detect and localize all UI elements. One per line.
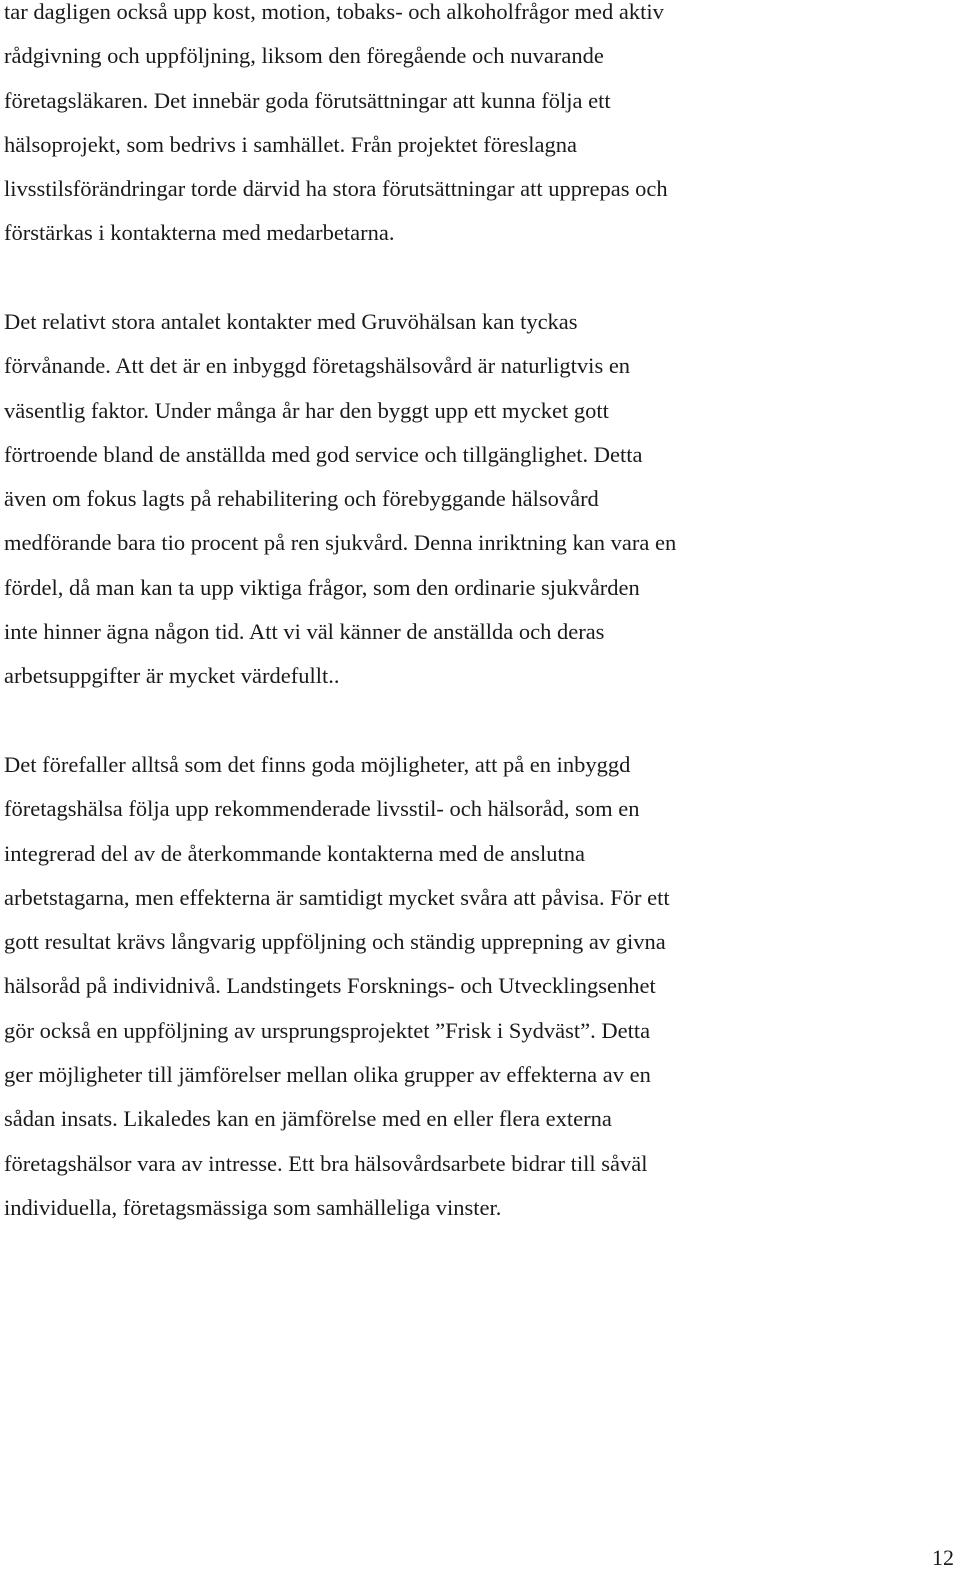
text-line: väsentlig faktor. Under många år har den byggt upp ett mycket gott — [4, 397, 609, 423]
paragraph-3 — [4, 743, 670, 1230]
text-line: gör också en uppföljning av ursprungsprojektet ”Frisk i Sydväst”. Detta — [4, 1017, 651, 1043]
text-line: Det förefaller alltså som det finns goda möjligheter, att på en inbyggd — [4, 752, 631, 777]
page-number: 12 — [932, 1545, 954, 1570]
text-line: ger möjligheter till jämförelser mellan olika grupper av effekterna av en — [4, 1062, 651, 1088]
text-line: förtroende bland de anställda med god service och tillgänglighet. Detta — [4, 441, 643, 467]
text-line: Det relativt stora antalet kontakter med Gruvöhälsan kan tyckas — [4, 309, 578, 334]
text-line: livsstilsförändringar torde därvid ha stora förutsättningar att upprepas och — [4, 176, 668, 202]
text-line: företagsläkaren. Det innebär goda förutsättningar att kunna följa ett — [4, 87, 611, 113]
text-line: företagshälsor vara av intresse. Ett bra hälsovårdsarbete bidrar till såväl — [4, 1150, 648, 1176]
text-line: individuella, företagsmässiga som samhälleliga vinster. — [4, 1194, 502, 1220]
text-line: medförande bara tio procent på ren sjukvård. Denna inriktning kan vara en — [4, 530, 677, 556]
text-line: rådgivning och uppföljning, liksom den föregående och nuvarande — [4, 43, 604, 69]
paragraph-2 — [4, 300, 676, 699]
text-line: förstärkas i kontakterna med medarbetarna. — [4, 220, 395, 246]
text-line: företagshälsa följa upp rekommenderade livsstil- och hälsoråd, som en — [4, 796, 640, 822]
text-line: inte hinner ägna någon tid. Att vi väl känner de anställda och deras — [4, 619, 605, 645]
text-line: även om fokus lagts på rehabilitering och förebyggande hälsovård — [4, 486, 599, 512]
text-line: integrerad del av de återkommande kontakterna med de anslutna — [4, 840, 586, 866]
text-line: arbetsuppgifter är mycket värdefullt.. — [4, 663, 340, 689]
text-line: fördel, då man kan ta upp viktiga frågor, som den ordinarie sjukvården — [4, 574, 640, 600]
text-line: hälsoråd på individnivå. Landstingets Forsknings- och Utvecklingsenhet — [4, 973, 656, 999]
text-line: sådan insats. Likaledes kan en jämförelse med en eller flera externa — [4, 1106, 612, 1132]
text-line: förvånande. Att det är en inbyggd företagshälsovård är naturligtvis en — [4, 353, 631, 379]
text-line: arbetstagarna, men effekterna är samtidigt mycket svåra att påvisa. För ett — [4, 884, 670, 910]
paragraph-1 — [4, 0, 668, 256]
text-line: hälsoprojekt, som bedrivs i samhället. Från projektet föreslagna — [4, 131, 577, 157]
text-line: tar dagligen också upp kost, motion, tobaks- och alkoholfrågor med aktiv — [4, 0, 664, 24]
text-line: gott resultat krävs långvarig uppföljning och ständig upprepning av givna — [4, 929, 666, 955]
